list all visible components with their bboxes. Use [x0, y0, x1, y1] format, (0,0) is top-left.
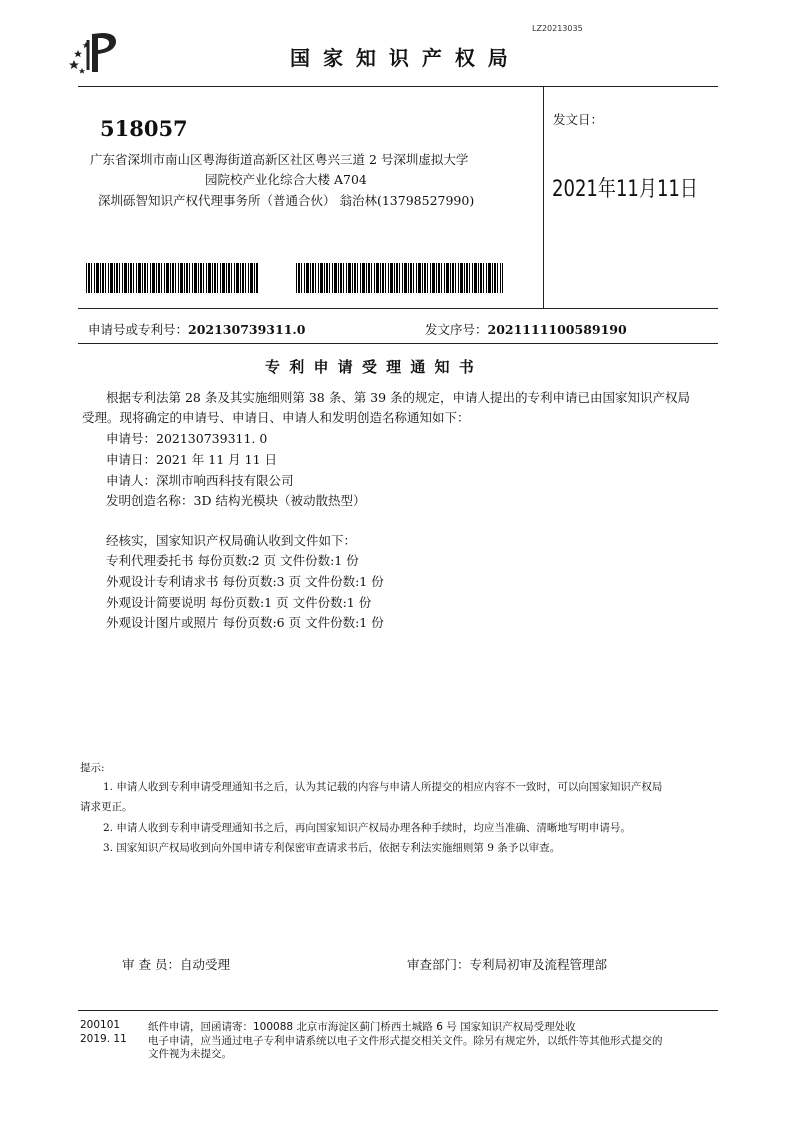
app-number-value: 202130739311.0: [188, 322, 306, 337]
footer-code-2: 2019. 11: [80, 1033, 127, 1045]
dispatch-date: 2021年11月11日: [552, 177, 698, 202]
app-number-label: 申请号或专利号：: [88, 322, 189, 337]
serial-number-label: 发文序号：: [425, 322, 488, 337]
ids-rule: [78, 343, 718, 344]
department: 审查部门：专利局初审及流程管理部: [407, 957, 608, 972]
notes-heading: 提示:: [80, 762, 105, 774]
footer-code-1: 200101: [80, 1019, 121, 1031]
app-number-row: [88, 320, 305, 338]
note-1-line-1: 1. 申请人收到专利申请受理通知书之后，认为其记载的内容与申请人所提交的相应内容不一致时，可以向国家知识产权局: [103, 781, 663, 793]
note-2: 2. 申请人收到专利申请受理通知书之后，再向国家知识产权局办理各种手续时，均应当准确、清晰地写明申请号。: [103, 822, 631, 834]
para1-line2: 受理。现将确定的申请号、申请日、申请人和发明创造名称通知如下：: [82, 410, 470, 425]
file-item: 专利代理委托书 每份页数:2 页 文件份数:1 份: [106, 553, 359, 568]
file-item: 外观设计简要说明 每份页数:1 页 文件份数:1 份: [106, 595, 372, 610]
footer-line-2: 电子申请，应当通过电子专利申请系统以电子文件形式提交相关文件。除另有规定外，以纸件等其他形式提交的: [148, 1035, 663, 1047]
app-date-line: 申请日：2021 年 11 月 11 日: [106, 452, 277, 467]
footer-line-3: 文件视为未提交。: [148, 1048, 232, 1060]
footer-rule: [78, 1010, 718, 1011]
invention-line: 发明创造名称：3D 结构光模块（被动散热型）: [106, 493, 366, 508]
file-item: 外观设计图片或照片 每份页数:6 页 文件份数:1 份: [106, 615, 384, 630]
app-number-line: 申请号：202130739311. 0: [106, 431, 268, 446]
cnipa-logo-icon: [62, 30, 124, 74]
barcode-left: [86, 263, 259, 293]
file-item: 外观设计专利请求书 每份页数:3 页 文件份数:1 份: [106, 574, 384, 589]
barcode-right: [296, 263, 503, 293]
note-3: 3. 国家知识产权局收到向外国申请专利保密审查请求书后，依据专利法实施细则第 9 条予以审查。: [103, 842, 561, 854]
header-top-rule: [78, 86, 718, 87]
address-line-1: 广东省深圳市南山区粤海街道高新区社区粤兴三道 2 号深圳虚拟大学: [90, 152, 469, 167]
applicant-line: 申请人：深圳市响西科技有限公司: [106, 473, 294, 488]
serial-number-row: [425, 320, 627, 338]
postcode: 518057: [100, 116, 188, 141]
document-title: 专 利 申 请 受 理 通 知 书: [265, 358, 476, 376]
address-line-2: 园院校产业化综合大楼 A704: [205, 172, 367, 187]
para1-line1: 根据专利法第 28 条及其实施细则第 38 条、第 39 条的规定，申请人提出的专利申请已由国家知识产权局: [106, 390, 691, 405]
box-divider: [543, 86, 544, 308]
agency-name: 国 家 知 识 产 权 局: [290, 46, 511, 70]
note-1-line-2: 请求更正。: [80, 801, 133, 813]
dispatch-label: 发文日：: [553, 112, 604, 127]
examiner: 审 查 员：自动受理: [122, 957, 230, 972]
serial-number-value: 2021111100589190: [487, 322, 627, 337]
agency-line: 深圳砾智知识产权代理事务所（普通合伙） 翁治林(13798527990): [98, 193, 475, 208]
confirm-line: 经核实，国家知识产权局确认收到文件如下：: [106, 533, 357, 548]
footer-line-1: 纸件申请，回函请寄：100088 北京市海淀区蓟门桥西土城路 6 号 国家知识产权局受理处收: [148, 1021, 576, 1033]
document-code: LZ20213035: [532, 24, 583, 33]
header-bottom-rule: [78, 308, 718, 309]
